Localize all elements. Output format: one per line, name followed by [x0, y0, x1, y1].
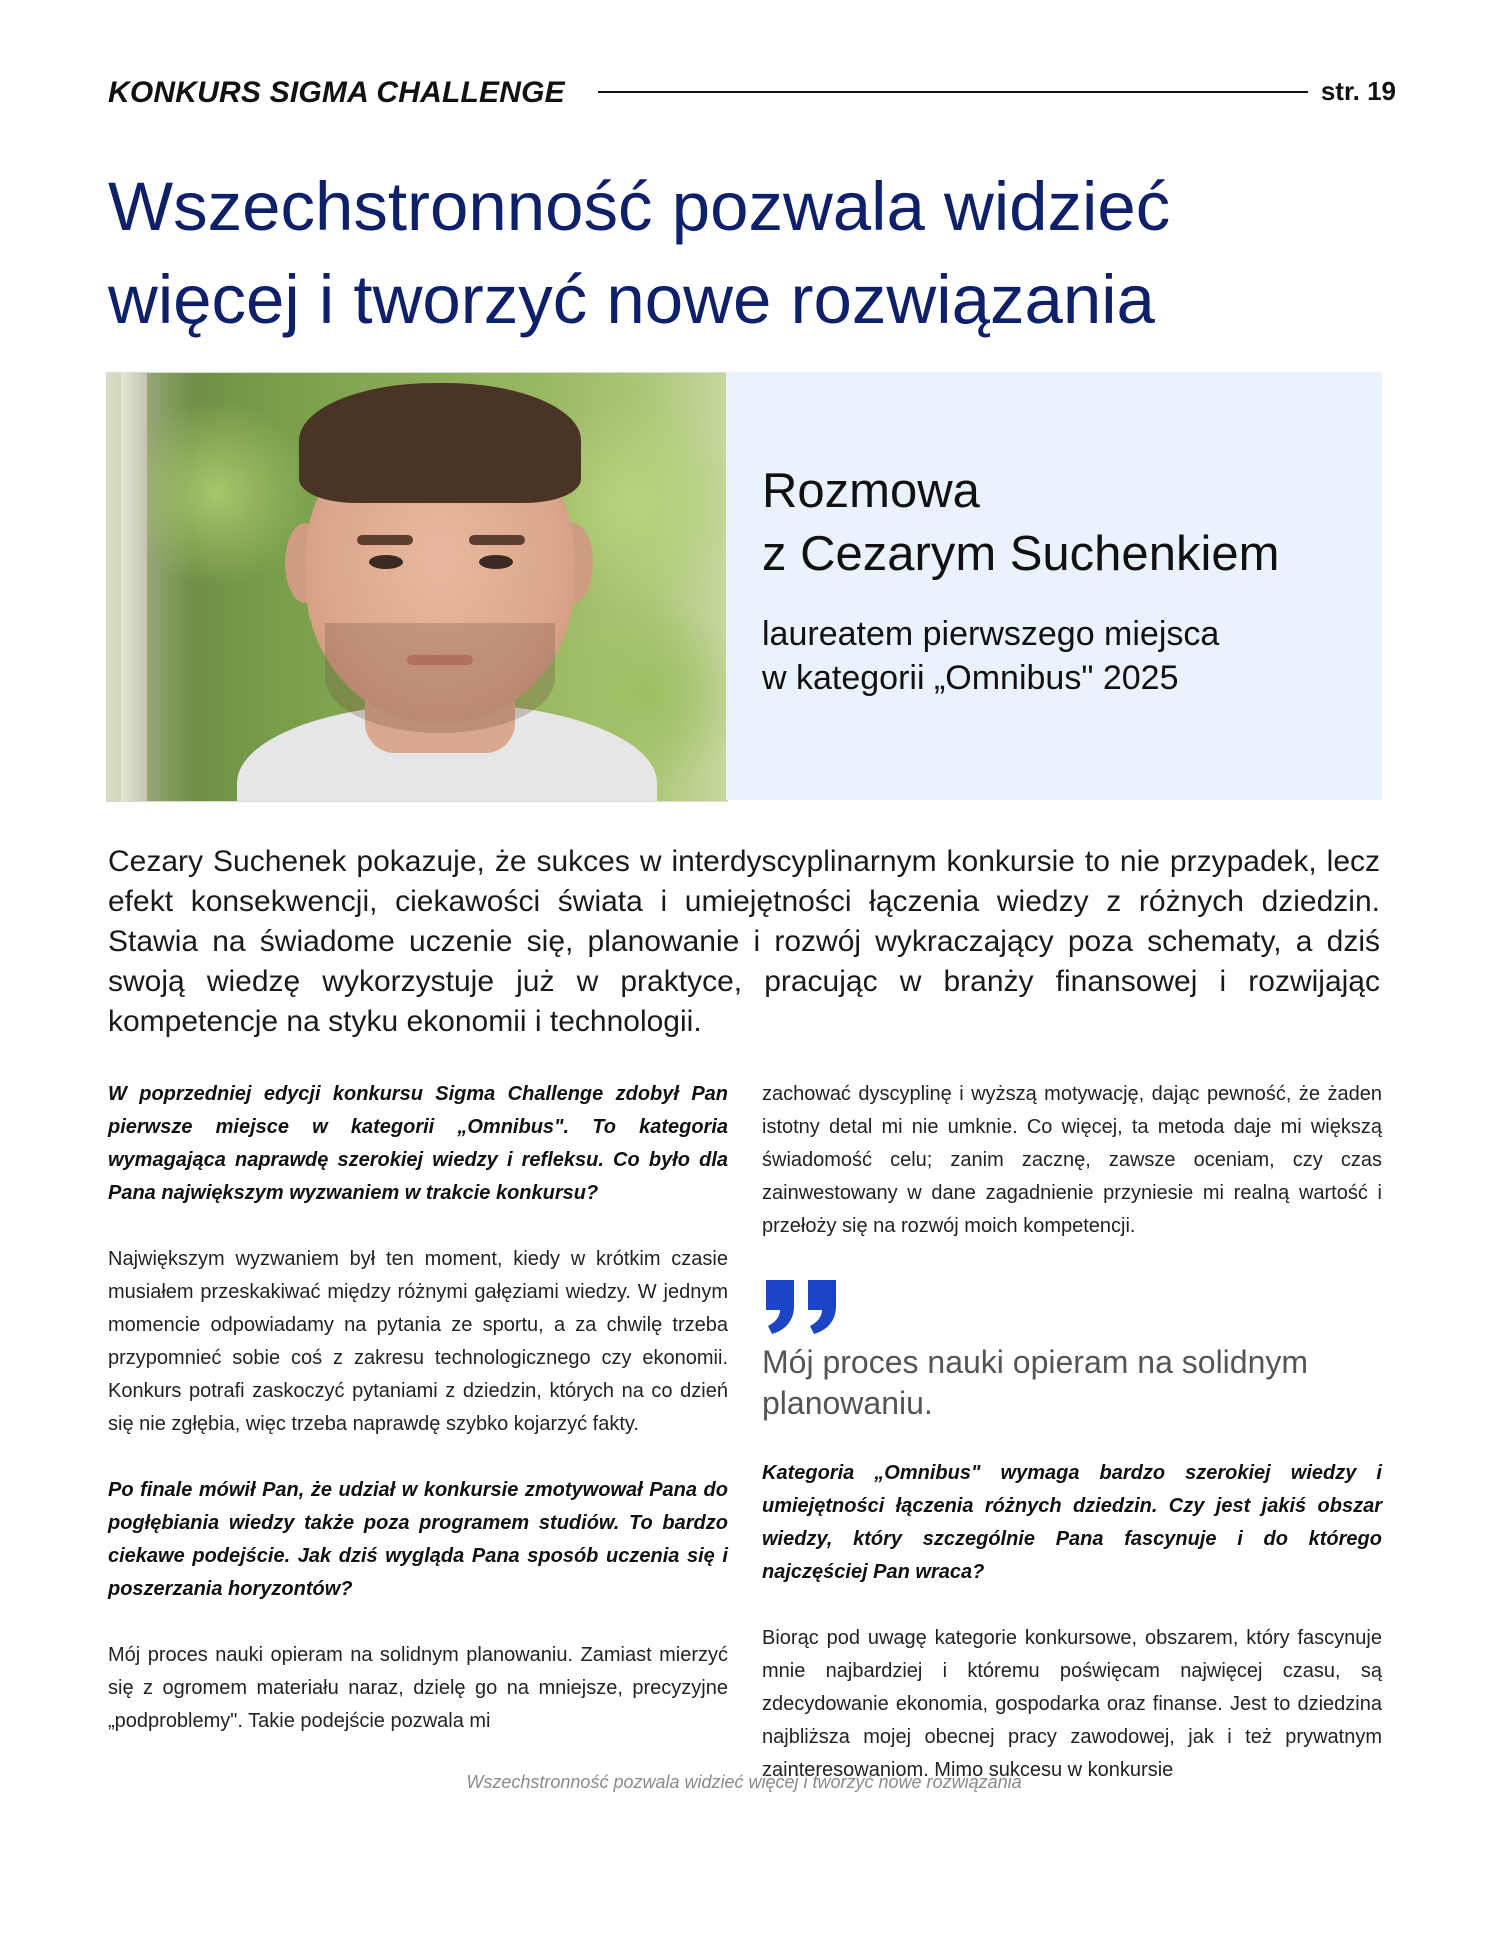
- interview-intro-panel: [726, 372, 1382, 800]
- question-2: Po finale mówił Pan, że udział w konkursie zmotywował Pana do pogłębiania wiedzy także poza programem studiów. To bardzo ciekawe podejście. Jak dziś wygląda Pana sposób uczenia się i poszerzania horyzontów?: [108, 1479, 728, 1600]
- answer-1: Największym wyzwaniem był ten moment, kiedy w krótkim czasie musiałem przeskakiwać między różnymi gałęziami wiedzy. W jednym momencie odpowiadamy na pytania ze sportu, a za chwilę trzeba przypomnieć sobie coś z zakresu technologicznego czy ekonomii. Konkurs potrafi zaskoczyć pytaniami z dziedzin, których na co dzień się nie zgłębia, więc trzeba naprawdę szybko kojarzyć fakty.: [108, 1248, 728, 1435]
- pull-quote: Mój proces nauki opieram na solidnym planowaniu.: [762, 1344, 1309, 1421]
- interview-heading: [762, 460, 1279, 586]
- answer-2: Mój proces nauki opieram na solidnym planowaniu. Zamiast mierzyć się z ogromem materiału naraz, dzielę go na mniejsze, precyzyjne „podproblemy". Takie podejście pozwala mi: [108, 1644, 728, 1732]
- article-title: [108, 160, 1398, 346]
- right-column: [762, 1078, 1382, 1787]
- lead-paragraph: Cezary Suchenek pokazuje, że sukces w interdyscyplinarnym konkursie to nie przypadek, lecz efekt konsekwencji, ciekawości świata i umiejętności łączenia wiedzy z różnych dziedzin. Stawia na świadome uczenie się, planowanie i rozwój wykraczający poza schematy, a dziś swoją wiedzę wykorzystuje już w praktyce, pracując w branży finansowej i rozwijając kompetencje na styku ekonomii i technologii.: [108, 845, 1380, 1038]
- article-title-line-1: Wszechstronność pozwala widzieć: [108, 168, 1171, 245]
- magazine-section-title: KONKURS SIGMA CHALLENGE: [108, 76, 565, 109]
- interview-heading-line-1: Rozmowa: [762, 464, 980, 518]
- quote-mark-icon: [762, 1276, 842, 1336]
- header-divider: [598, 91, 1308, 93]
- question-1: W poprzedniej edycji konkursu Sigma Challenge zdobył Pan pierwsze miejsce w kategorii „Omnibus". To kategoria wymagająca naprawdę szerokiej wiedzy i refleksu. Co było dla Pana największym wyzwaniem w trakcie konkursu?: [108, 1083, 728, 1204]
- interview-heading-line-2: z Cezarym Suchenkiem: [762, 527, 1280, 581]
- question-3: Kategoria „Omnibus" wymaga bardzo szerokiej wiedzy i umiejętności łączenia różnych dziedzin. Czy jest jakiś obszar wiedzy, który szczególnie Pana fascynuje i do którego najczęściej Pan wraca?: [762, 1462, 1382, 1583]
- page-header: [108, 76, 1396, 116]
- left-column: [108, 1078, 728, 1738]
- page-footer: Wszechstronność pozwala widzieć więcej i tworzyć nowe rozwiązania: [466, 1772, 1022, 1792]
- interview-subheading-line-2: w kategorii „Omnibus" 2025: [762, 659, 1179, 697]
- article-title-line-2: więcej i tworzyć nowe rozwiązania: [108, 261, 1155, 338]
- answer-3: Biorąc pod uwagę kategorie konkursowe, obszarem, który fascynuje mnie najbardziej i któremu poświęcam najwięcej czasu, są zdecydowanie ekonomia, gospodarka oraz finanse. Jest to dziedzina najbliższa mojej obecnej pracy zawodowej, jak i też prywatnym zainteresowaniom. Mimo sukcesu w konkursie: [762, 1627, 1382, 1781]
- page-number: str. 19: [1320, 76, 1396, 106]
- answer-2-continued: zachować dyscyplinę i wyższą motywację, dając pewność, że żaden istotny detal mi nie umknie. Co więcej, ta metoda daje mi większą świadomość celu; zanim zacznę, zawsze oceniam, czy czas zainwestowany w dane zagadnienie przyniesie mi realną wartość i przełoży się na rozwój moich kompetencji.: [762, 1083, 1382, 1237]
- interview-subheading-line-1: laureatem pierwszego miejsca: [762, 615, 1220, 653]
- portrait-photo: [106, 372, 728, 802]
- interview-subheading: [762, 612, 1219, 700]
